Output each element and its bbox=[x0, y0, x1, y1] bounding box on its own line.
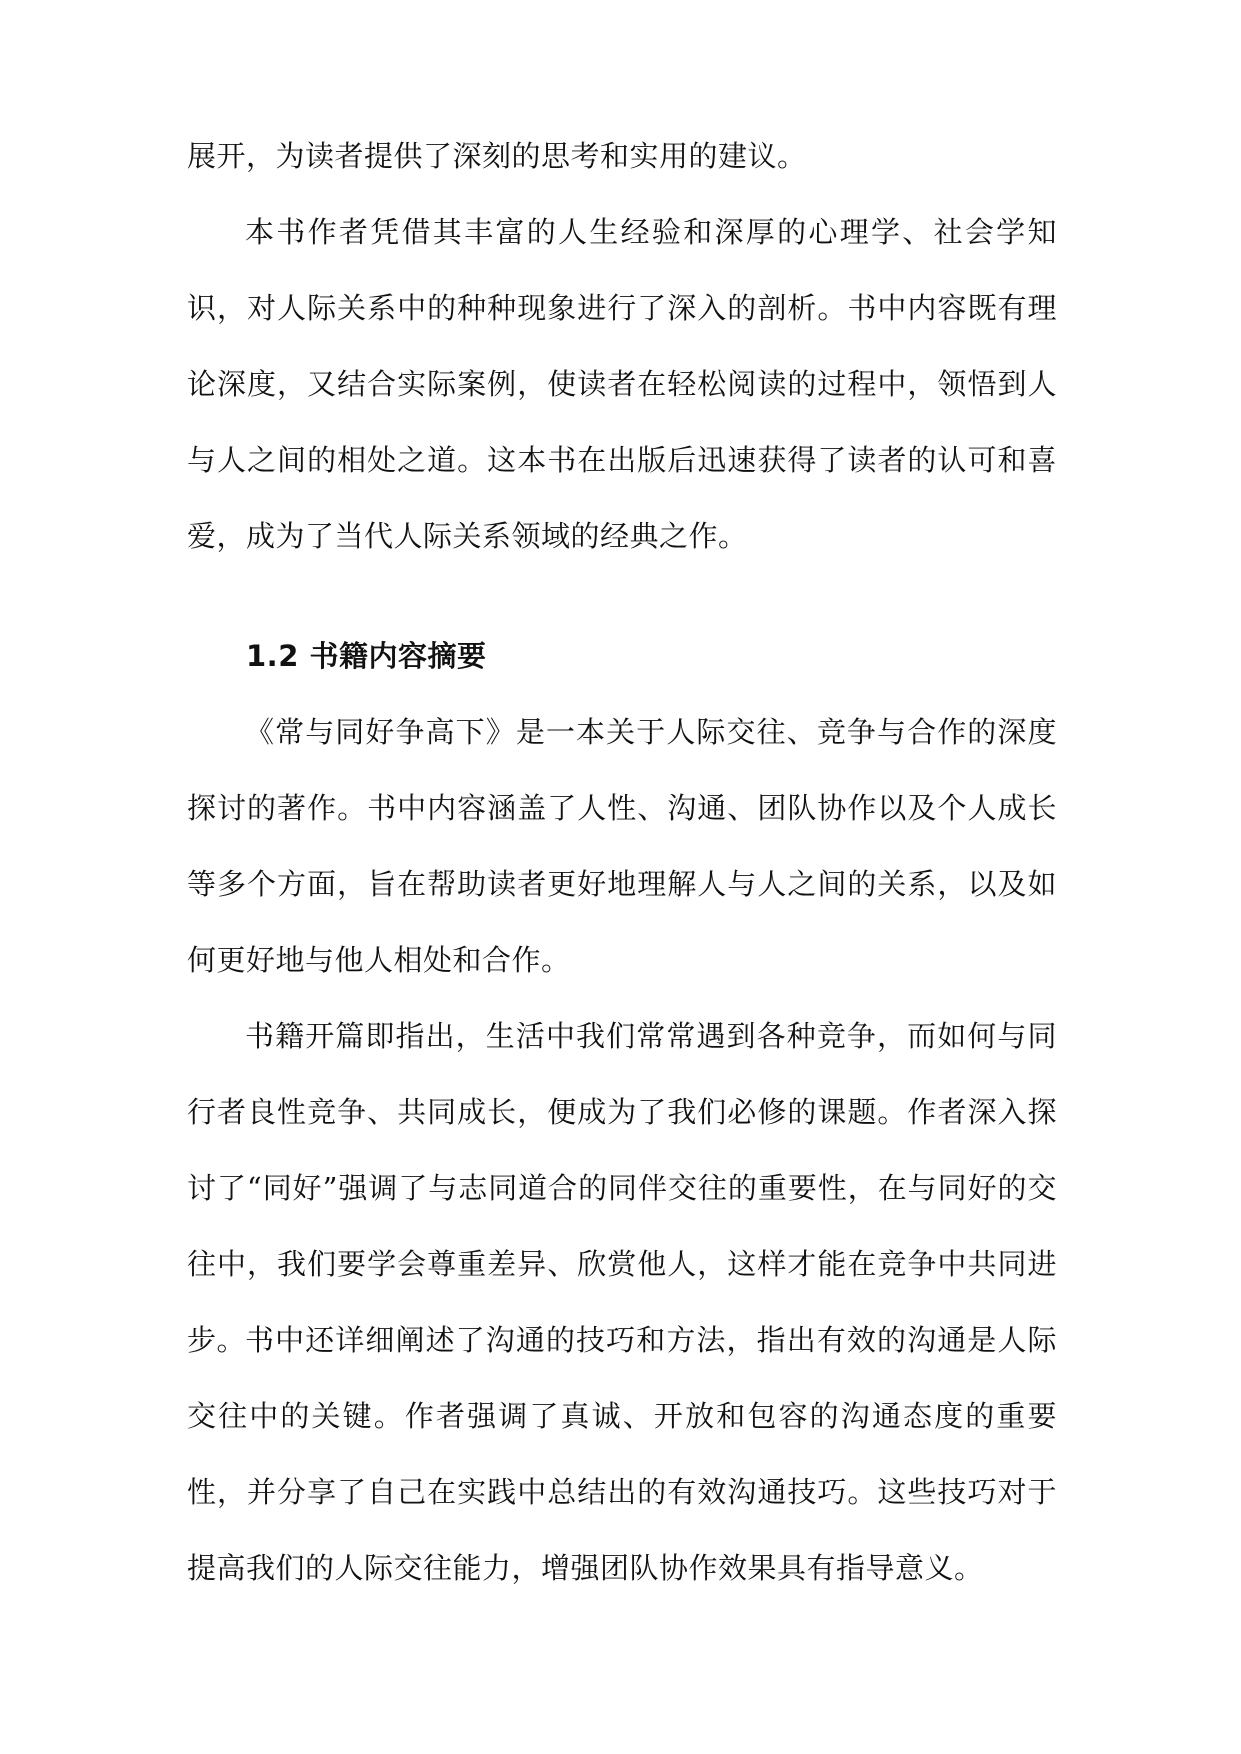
paragraph-competition: 书籍开篇即指出，生活中我们常常遇到各种竞争，而如何与同行者良性竞争、共同成长，便成为了我们必修的课题。作者深入探讨了“同好”强调了与志同道合的同伴交往的重要性，在与同好的交往中，我们要学会尊重差异、欣赏他人，这样才能在竞争中共同进步。 bbox=[187, 1019, 1057, 1357]
paragraph-author-background: 本书作者凭借其丰富的人生经验和深厚的心理学、社会学知识，对人际关系中的种种现象进行了深入的剖析。书中内容既有理论深度，又结合实际案例，使读者在轻松阅读的过程中，领悟到人与人之间的相处之道。这本书在出版后迅速获得了读者的认可和喜爱，成为了当代人际关系领域的经典之作。 bbox=[187, 215, 1057, 553]
paragraph-communication: 书中还详细阐述了沟通的技巧和方法，指出有效的沟通是人际交往中的关键。作者强调了真诚、开放和包容的沟通态度的重要性，并分享了自己在实践中总结出的有效沟通技巧。这些技巧对于提高我们的人际交往能力，增强团队协作效果具有指导意义。 bbox=[187, 1323, 1057, 1585]
section-heading: 1.2 书籍内容摘要 bbox=[246, 639, 487, 673]
paragraph-continuation: 展开，为读者提供了深刻的思考和实用的建议。 bbox=[187, 139, 807, 173]
paragraph-book-overview: 《常与同好争高下》是一本关于人际交往、竞争与合作的深度探讨的著作。书中内容涵盖了人性、沟通、团队协作以及个人成长等多个方面，旨在帮助读者更好地理解人与人之间的关系，以及如何更好地与他人相处和合作。 bbox=[187, 715, 1057, 977]
